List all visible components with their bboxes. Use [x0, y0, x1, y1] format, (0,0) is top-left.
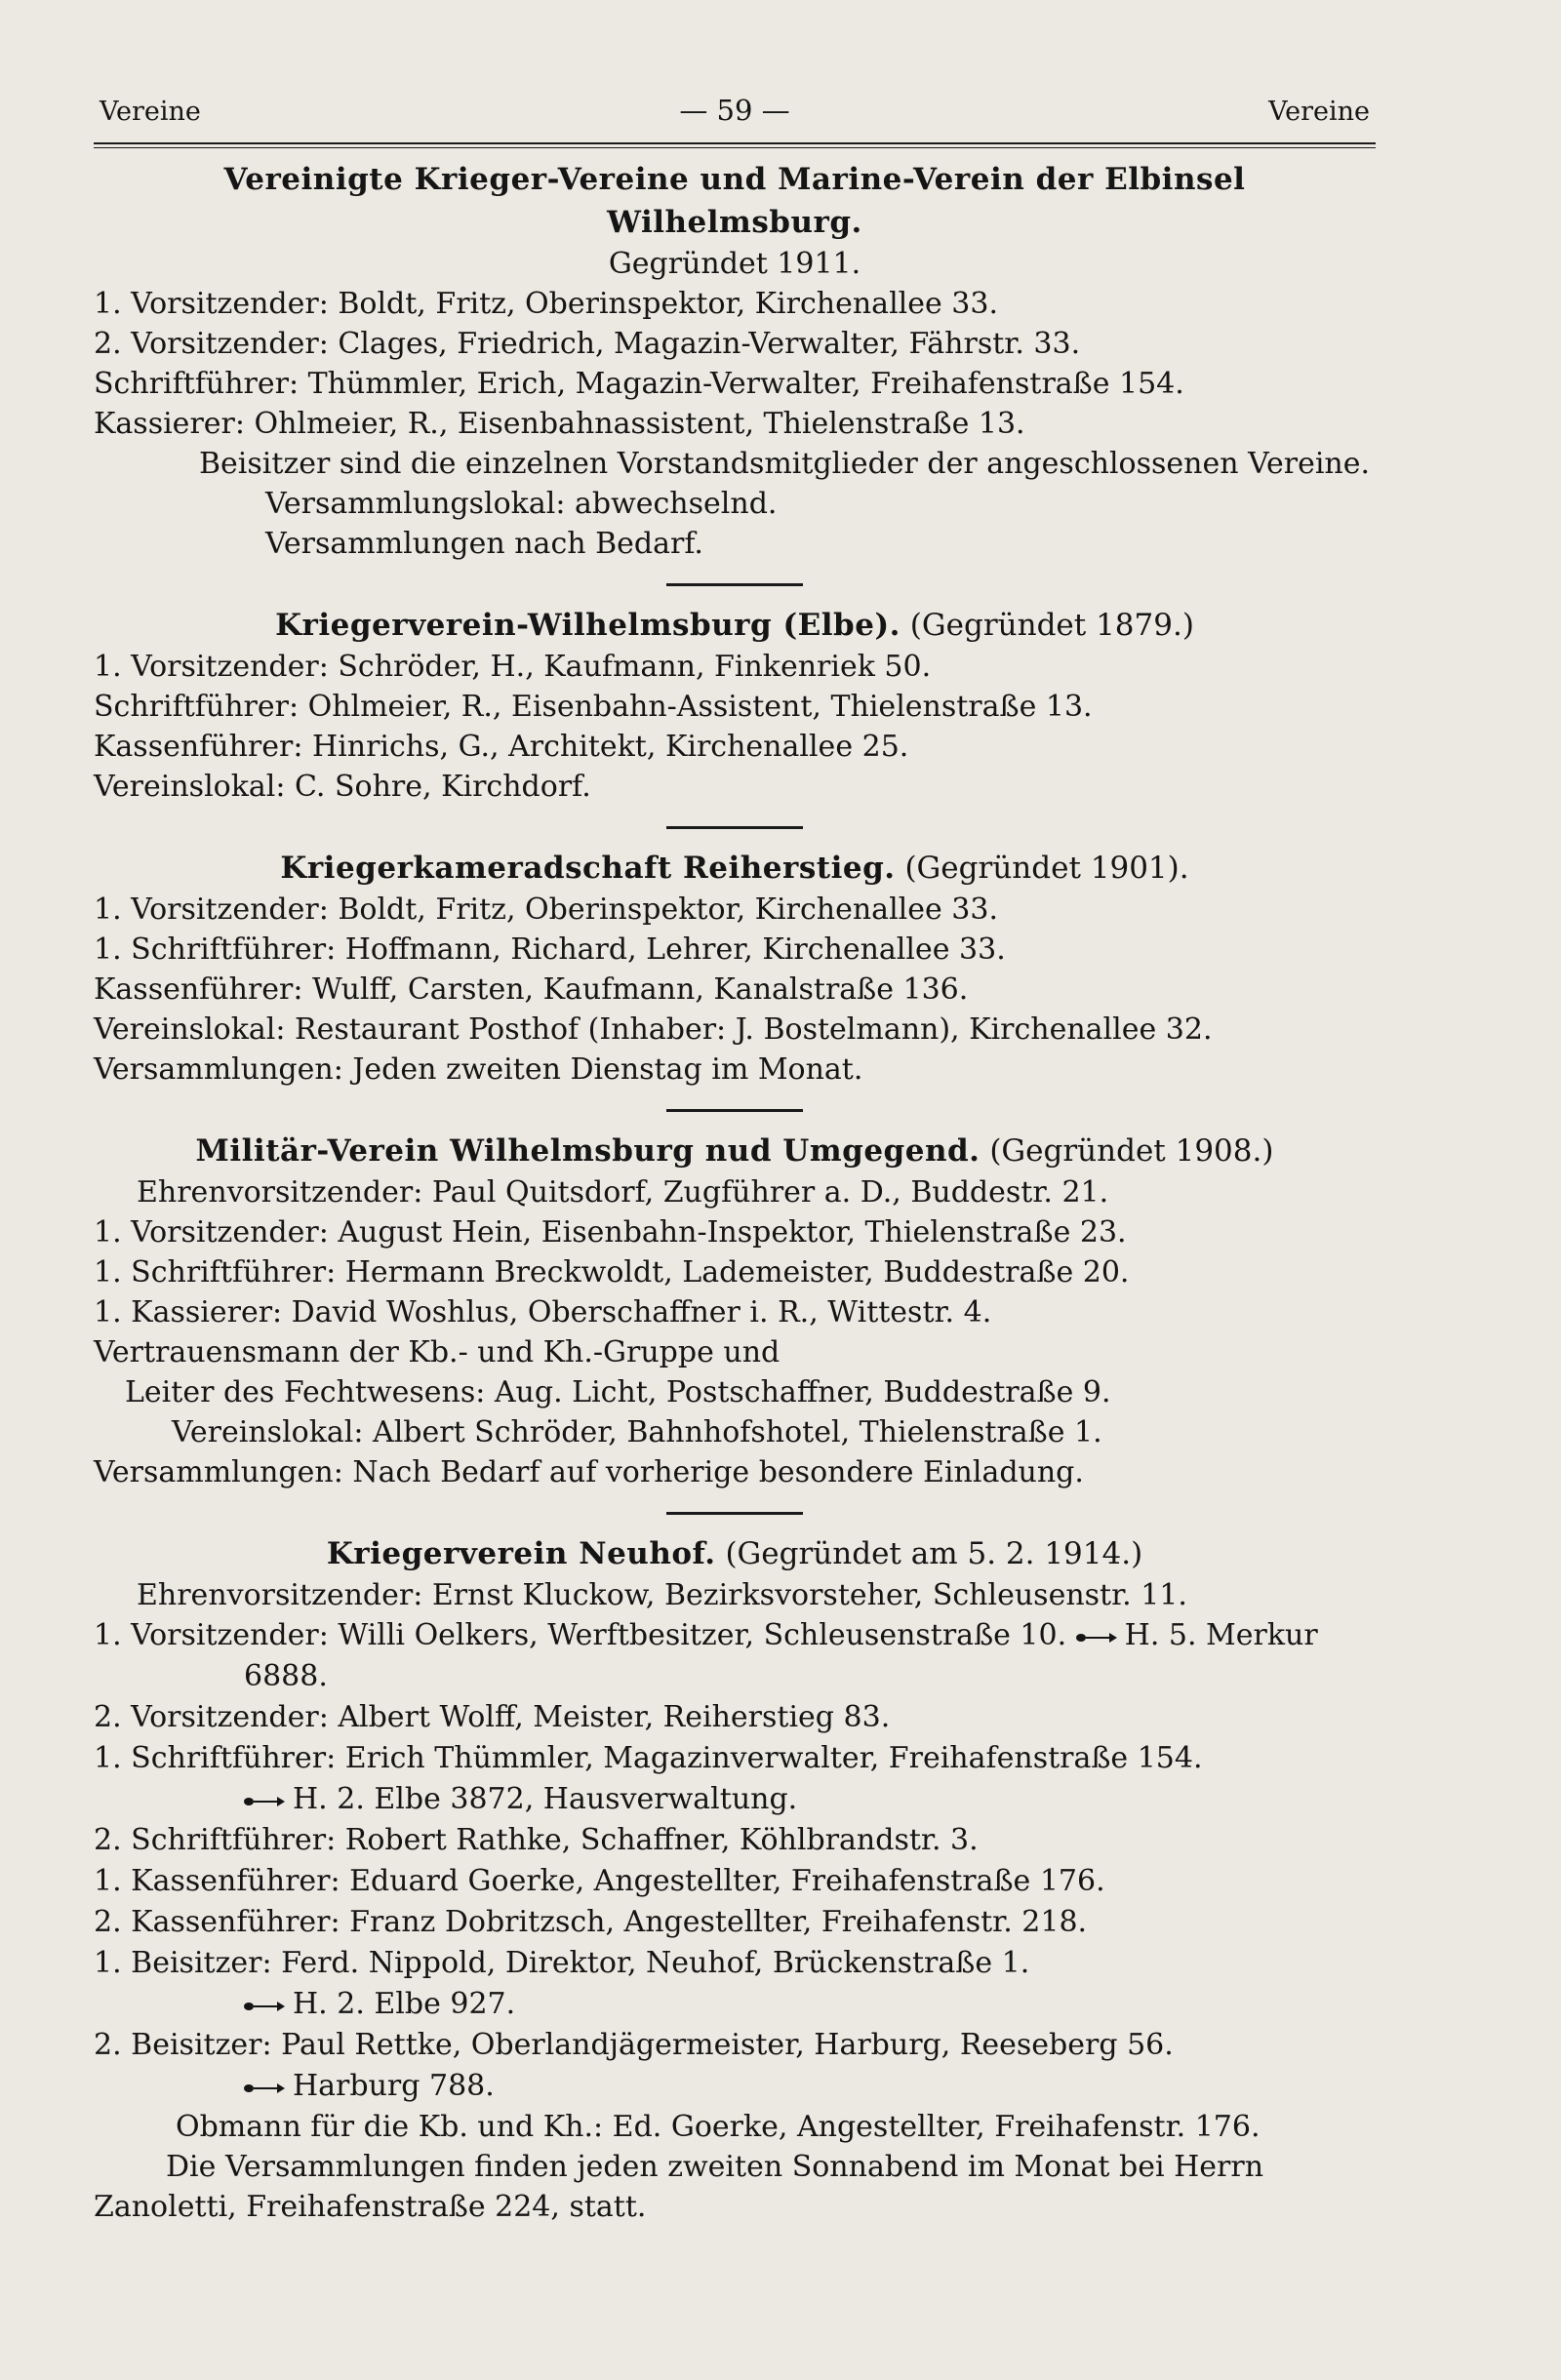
member-line: Kassenführer: Hinrichs, G., Architekt, Kirchenallee 25. — [94, 730, 909, 764]
member-line: 1. Schriftführer: Hoffmann, Richard, Lehrer, Kirchenallee 33. — [94, 932, 1006, 967]
member-text: 1. Beisitzer: Ferd. Nippold, Direktor, Neuhof, Brückenstraße 1. — [94, 1946, 1030, 1980]
member-entry — [94, 1615, 1376, 1697]
member-line: Vereinslokal: C. Sohre, Kirchdorf. — [94, 770, 591, 804]
member-line: Vertrauensmann der Kb.- und Kh.-Gruppe und — [94, 1335, 780, 1369]
member-continuation: 6888. — [244, 1659, 328, 1693]
member-line: Schriftführer: Ohlmeier, R., Eisenbahn-Assistent, Thielenstraße 13. — [94, 690, 1093, 724]
member-line: 1. Vorsitzender: Boldt, Fritz, Oberinspektor, Kirchenallee 33. — [94, 287, 999, 321]
section-vereinigte-krieger-vereine — [94, 158, 1376, 564]
member-text: 2. Beisitzer: Paul Rettke, Oberlandjägermeister, Harburg, Reeseberg 56. — [94, 2028, 1174, 2062]
section-title — [94, 604, 1376, 647]
versammlungen-line: Versammlungen nach Bedarf. — [265, 527, 703, 561]
phone-number: Harburg 788. — [293, 2069, 495, 2103]
honorary-chair-line: Ehrenvorsitzender: Paul Quitsdorf, Zugführer a. D., Buddestr. 21. — [137, 1175, 1109, 1210]
member-line: 1. Schriftführer: Hermann Breckwoldt, Lademeister, Buddestraße 20. — [94, 1255, 1130, 1289]
versammlungen-line: Versammlungen: Nach Bedarf auf vorherige besondere Einladung. — [94, 1455, 1084, 1489]
obmann-line: Obmann für die Kb. und Kh.: Ed. Goerke, Angestellter, Freihafenstr. 176. — [176, 2110, 1261, 2144]
telephone-icon — [244, 2081, 287, 2094]
phone-number: H. 2. Elbe 3872, Hausverwaltung. — [293, 1782, 798, 1816]
member-entry — [94, 1943, 1376, 2025]
member-line: Kassenführer: Wulff, Carsten, Kaufmann, Kanalstraße 136. — [94, 972, 969, 1007]
telephone-icon — [244, 1794, 287, 1807]
section-kriegerkameradschaft-reiherstieg — [94, 847, 1376, 1090]
member-line: 1. Kassierer: David Woshlus, Oberschaffner i. R., Wittestr. 4. — [94, 1295, 992, 1329]
member-continuation — [94, 1779, 1376, 1820]
section-title — [94, 1130, 1376, 1172]
member-continuation — [94, 1984, 1376, 2025]
closing-paragraph-line: Die Versammlungen finden jeden zweiten Sonnabend im Monat bei Herrn — [166, 2150, 1264, 2184]
phone-number: H. 2. Elbe 927. — [293, 1987, 516, 2021]
section-divider — [666, 583, 803, 586]
section-kriegerverein-wilhelmsburg — [94, 604, 1376, 807]
member-entry: 2. Schriftführer: Robert Rathke, Schaffner, Köhlbrandstr. 3. — [94, 1823, 979, 1857]
section-kriegerverein-neuhof — [94, 1532, 1376, 2227]
leiter-line: Leiter des Fechtwesens: Aug. Licht, Postschaffner, Buddestraße 9. — [125, 1375, 1111, 1409]
telephone-icon — [244, 1999, 287, 2012]
member-entry: 2. Kassenführer: Franz Dobritzsch, Angestellter, Freihafenstr. 218. — [94, 1905, 1088, 1939]
member-line: Versammlungen: Jeden zweiten Dienstag im Monat. — [94, 1052, 863, 1087]
member-line: 1. Vorsitzender: Boldt, Fritz, Oberinspektor, Kirchenallee 33. — [94, 892, 999, 927]
member-line: 1. Vorsitzender: Schröder, H., Kaufmann, Finkenriek 50. — [94, 650, 932, 684]
telephone-icon — [1076, 1630, 1119, 1644]
running-head — [94, 94, 1376, 127]
closing-paragraph-line: Zanoletti, Freihafenstraße 224, statt. — [94, 2190, 647, 2224]
club-name: Kriegerverein Neuhof. — [326, 1536, 716, 1571]
member-entry: 2. Vorsitzender: Albert Wolff, Meister, Reiherstieg 83. — [94, 1700, 891, 1734]
header-rule — [94, 142, 1376, 148]
member-line: 1. Vorsitzender: August Hein, Eisenbahn-Inspektor, Thielenstraße 23. — [94, 1215, 1127, 1250]
member-line: Schriftführer: Thümmler, Erich, Magazin-Verwalter, Freihafenstraße 154. — [94, 367, 1184, 401]
club-name: Kriegerverein-Wilhelmsburg (Elbe). — [275, 608, 901, 643]
section-militaer-verein — [94, 1130, 1376, 1492]
member-text: 1. Schriftführer: Erich Thümmler, Magazinverwalter, Freihafenstraße 154. — [94, 1741, 1203, 1775]
founded-note: (Gegründet am 5. 2. 1914.) — [725, 1536, 1143, 1571]
lokal-line: Versammlungslokal: abwechselnd. — [265, 487, 778, 521]
header-right: Vereine — [1268, 97, 1370, 127]
founded-line: Gegründet 1911. — [608, 247, 861, 281]
member-entry — [94, 1738, 1376, 1820]
member-line: 2. Vorsitzender: Clages, Friedrich, Magazin-Verwalter, Fährstr. 33. — [94, 327, 1081, 361]
member-continuation — [94, 2066, 1376, 2107]
phone-number: H. 5. Merkur — [1124, 1618, 1318, 1652]
header-left: Vereine — [100, 97, 201, 127]
section-divider — [666, 1512, 803, 1515]
page-number: — 59 — — [679, 94, 790, 127]
club-name: Vereinigte Krieger-Vereine und Marine-Verein der Elbinsel Wilhelmsburg. — [223, 162, 1246, 240]
member-text: 1. Vorsitzender: Willi Oelkers, Werftbesitzer, Schleusenstraße 10. — [94, 1618, 1067, 1652]
founded-note: (Gegründet 1908.) — [989, 1133, 1274, 1169]
member-entry: 1. Kassenführer: Eduard Goerke, Angestellter, Freihafenstraße 176. — [94, 1864, 1105, 1898]
section-divider — [666, 1109, 803, 1112]
section-title — [94, 1532, 1376, 1575]
founded-note: (Gegründet 1901). — [904, 851, 1189, 886]
section-title — [94, 847, 1376, 890]
lokal-line: Vereinslokal: Albert Schröder, Bahnhofshotel, Thielenstraße 1. — [172, 1415, 1102, 1449]
club-name: Militär-Verein Wilhelmsburg nud Umgegend. — [195, 1133, 981, 1169]
member-line: Vereinslokal: Restaurant Posthof (Inhaber: J. Bostelmann), Kirchenallee 32. — [94, 1012, 1213, 1047]
club-name: Kriegerkameradschaft Reiherstieg. — [280, 851, 896, 886]
beisitzer-line: Beisitzer sind die einzelnen Vorstandsmitglieder der angeschlossenen Vereine. — [199, 447, 1371, 481]
founded-note: (Gegründet 1879.) — [909, 608, 1194, 643]
member-entry — [94, 2025, 1376, 2107]
section-divider — [666, 826, 803, 829]
honorary-chair-line: Ehrenvorsitzender: Ernst Kluckow, Bezirksvorsteher, Schleusenstr. 11. — [137, 1578, 1187, 1612]
member-line: Kassierer: Ohlmeier, R., Eisenbahnassistent, Thielenstraße 13. — [94, 407, 1025, 441]
section-title — [94, 158, 1376, 244]
